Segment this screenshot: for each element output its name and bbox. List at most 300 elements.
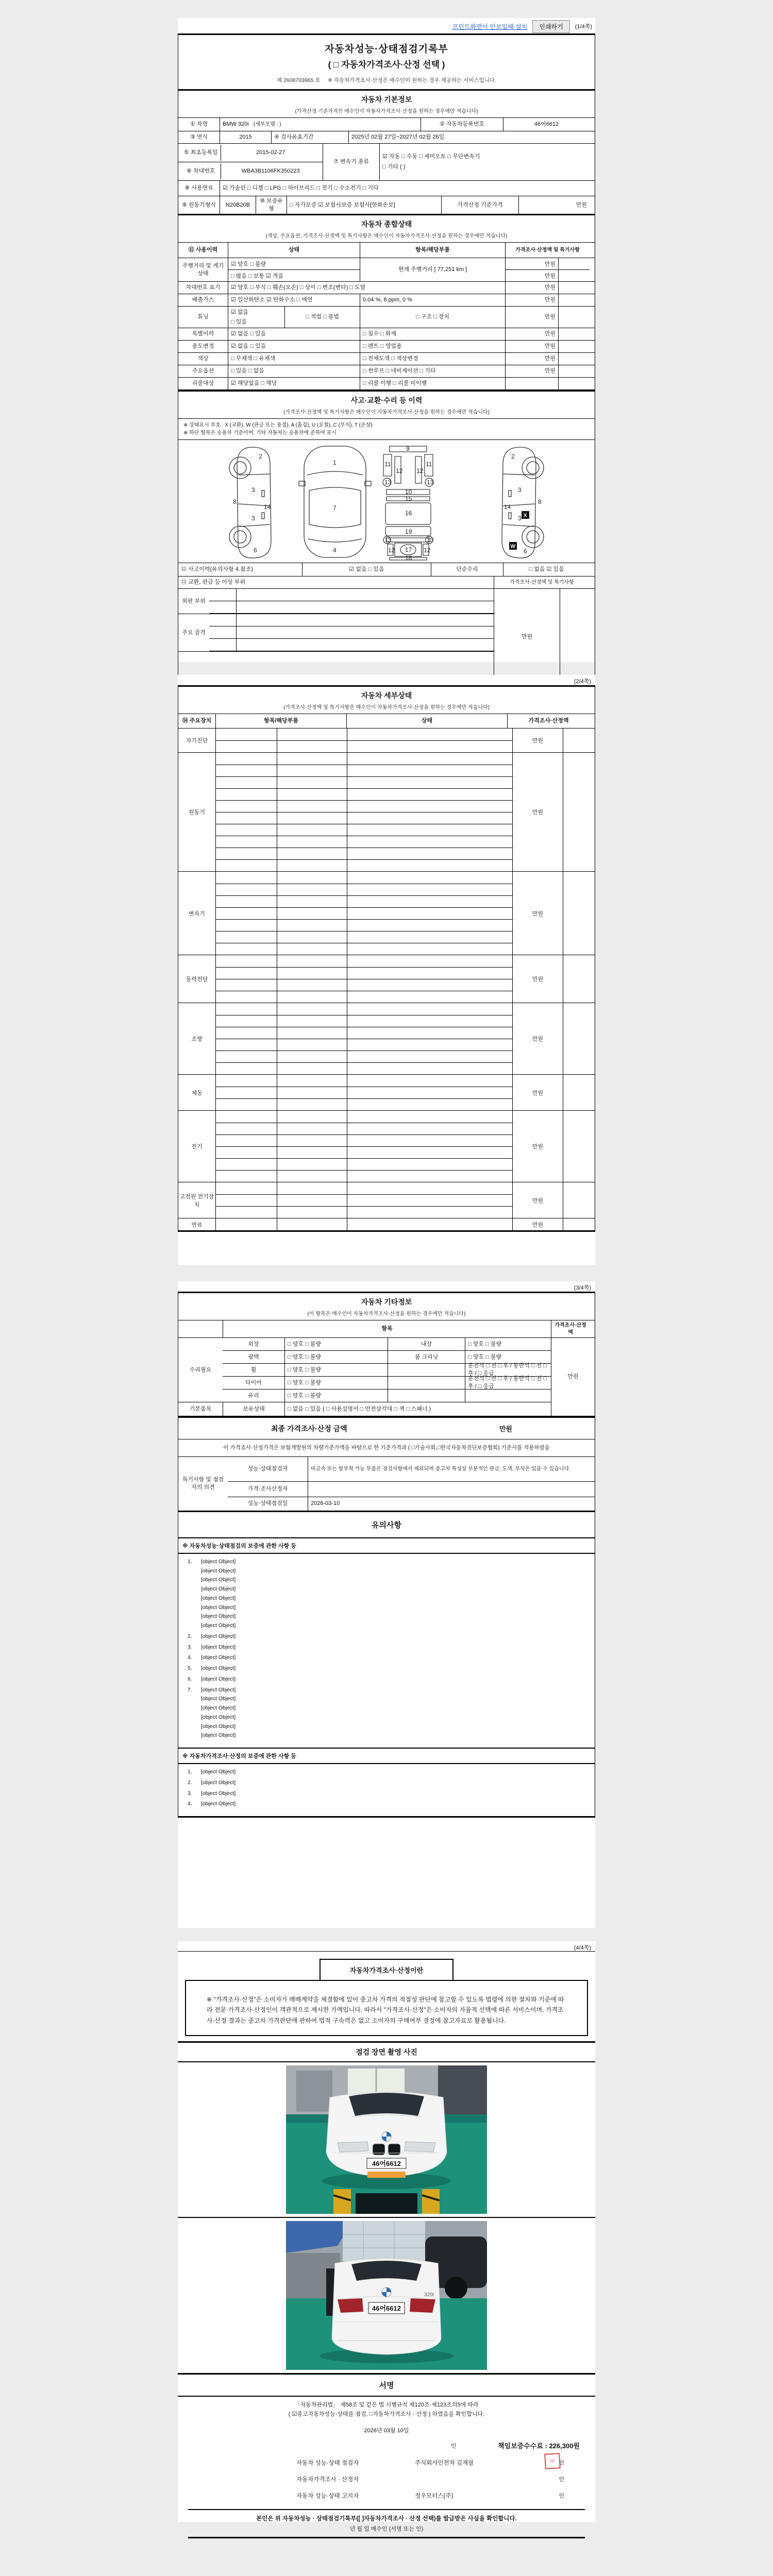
signer-name: 정우모터스(주) [415, 2493, 453, 2500]
detail-item-label [216, 765, 277, 776]
mileage-level: □ 많음 □ 보통 ☑ 적음 [228, 269, 360, 281]
final-price-label: 최종 가격조사·산정 금액 [271, 1424, 347, 1433]
detail-state-options [347, 860, 512, 871]
detail-row [216, 919, 512, 931]
pricing-info-box [185, 1980, 588, 2036]
detail-item-label [216, 848, 277, 859]
signer-row-inspector [188, 2459, 585, 2467]
detail-subitem-label [277, 836, 347, 848]
detail-row [216, 1087, 512, 1098]
price-unit: 만원 [512, 872, 563, 955]
field-label: ② 자동차등록번호 [421, 118, 503, 131]
diagram-number: 12 [396, 467, 403, 474]
col-head: 가격조사·산정액 및 특기사항 [505, 243, 590, 258]
price-unit: 만원 [512, 753, 563, 871]
price-unit: 만원 [505, 282, 558, 294]
print-button[interactable]: 인쇄하기 [532, 20, 569, 33]
car-damage-diagram [178, 440, 595, 563]
vin-state-options: ☑ 양호 □ 부식 □ 훼손(오손) □ 상이 □ 변조(변타) □ 도말 [228, 282, 505, 294]
field-label: ⑦ 변속기 종류 [323, 144, 379, 180]
repair-state: □ 양호 □ 불량 [465, 1351, 551, 1363]
detail-group-name: 조향 [191, 1036, 203, 1042]
detail-group [178, 955, 595, 1003]
detail-group-name: 원동기 [189, 809, 205, 816]
install-print-helper-link[interactable]: 프린트화면이 안보일때 설치 [452, 23, 528, 30]
diagram-number: 3 [251, 486, 255, 494]
detail-row [216, 765, 512, 776]
notice-item [188, 1686, 587, 1741]
detail-state-options [347, 991, 512, 1003]
detail-subitem-label [277, 1123, 347, 1134]
detail-subitem-label [277, 991, 347, 1003]
notice-line: [object Object] [201, 1604, 236, 1611]
notice-line: [object Object] [201, 1769, 236, 1775]
detail-state-options [347, 908, 512, 919]
final-price-unit: 만원 [499, 1425, 512, 1433]
other-title: 자동차 기타정보 [361, 1298, 412, 1306]
detail-subitem-label [277, 920, 347, 931]
notice-line: [object Object] [201, 1705, 236, 1711]
basic-items-label: 기본품목 [189, 1405, 212, 1412]
detail-row [216, 907, 512, 919]
page-4 [178, 1941, 595, 2533]
repair-needed-label: 수리필요 [178, 1338, 223, 1402]
notice-item [188, 1768, 587, 1777]
detail-subitem-label [277, 931, 347, 943]
detail-state-options [347, 741, 512, 752]
detail-row [216, 740, 512, 752]
document-number: 제 2608703965 호 [277, 77, 321, 83]
detail-row [216, 1098, 512, 1110]
detail-item-label [216, 1171, 277, 1182]
rank-row [209, 614, 494, 626]
rank-label [209, 601, 236, 613]
detail-group-name: 고전원 전기장치 [179, 1193, 214, 1208]
detail-subitem-label [277, 1207, 347, 1218]
accident-history-state: ☑ 없음 □ 있음 [302, 563, 431, 576]
detail-subitem-label [277, 1218, 347, 1230]
notice-line: [object Object] [201, 1613, 236, 1620]
diagram-number: 14 [264, 503, 271, 511]
notice-line: [object Object] [201, 1595, 236, 1601]
field-label: ⑨ 원동기형식 [181, 201, 216, 208]
repair-state: □ 양호 □ 불량 [284, 1389, 388, 1402]
detail-subitem-label [277, 1027, 347, 1039]
detail-item-label [216, 812, 277, 824]
repair-item [388, 1377, 465, 1389]
detail-item-label [216, 753, 277, 765]
price-unit: 만원 [512, 955, 563, 1003]
overall-row [178, 341, 595, 353]
price-unit: 만원 [551, 1338, 595, 1416]
detail-subitem-label [277, 753, 347, 765]
current-mileage: 현재 주행거리 [ 77,251 km ] [360, 258, 505, 281]
price-unit: 만원 [512, 1003, 563, 1074]
buyer-confirmation-text: 본인은 위 자동차성능 · 상태점검기록부([ ]자동차가격조사 · 산정 선택)를 발급받은 사실을 확인합니다. [256, 2516, 517, 2522]
page-1 [178, 18, 595, 662]
field-label: ⑤ 최초등록일 [183, 149, 218, 156]
seal-placeholder: 인 [559, 2493, 564, 2500]
detail-state-options [347, 1099, 512, 1110]
notice-line: [object Object] [201, 1577, 236, 1583]
detail-state-options [347, 1147, 512, 1158]
row-label: 배출가스 [192, 297, 214, 303]
detail-row [216, 1206, 512, 1218]
detail-state-options [347, 728, 512, 740]
detail-group-name: 연료 [191, 1222, 203, 1228]
repair-item: 광택 [248, 1353, 259, 1360]
detail-row [216, 728, 512, 740]
overall-header [178, 214, 595, 243]
price-unit: 만원 [505, 365, 558, 377]
diagram-basis-note: ※ 하단 항목은 승용차 기준이며, 기타 자동차는 승용차에 준하여 표시 [183, 430, 337, 436]
detail-item-label [216, 884, 277, 895]
detail-state-options [347, 955, 512, 967]
price-head: 가격조사·산정액 및 특기사항 [494, 577, 590, 588]
repair-item [388, 1389, 465, 1402]
detail-item-label [216, 1111, 277, 1123]
detail-row [216, 1015, 512, 1027]
col-head: 상태 [346, 714, 507, 728]
detail-group [178, 1075, 595, 1111]
item-options: □ 리콜 이행 □ 리콜 미이행 [360, 378, 505, 389]
buyer-signature-line: 년 월 일 매수인 (서명 또는 인) [349, 2526, 424, 2533]
detail-subitem-label [277, 979, 347, 991]
detail-state-options [347, 1207, 512, 1218]
notice-item [188, 1633, 587, 1642]
notice-item-number: 2. [188, 1779, 192, 1786]
detail-subitem-label [277, 896, 347, 907]
detail-item-label [216, 1087, 277, 1098]
notice-line: [object Object] [201, 1675, 236, 1682]
notice-line: [object Object] [201, 1643, 236, 1650]
detail-item-label [216, 801, 277, 812]
row-label: 리콜대상 [192, 380, 214, 387]
repair-row [223, 1338, 551, 1351]
diagram-number: 15 [405, 495, 412, 502]
col-head: 항목/해당부품 [360, 243, 505, 258]
rank-row [209, 626, 494, 639]
state-options: ☑ 없음 □ 있음 [228, 341, 360, 352]
detail-item-label [216, 955, 277, 967]
detail-state-options [347, 1218, 512, 1230]
field-label: ⑧ 사용연료 [184, 185, 213, 192]
detail-state-options [347, 1063, 512, 1074]
detail-row [216, 1075, 512, 1087]
document-subtitle: ( □ 자동차가격조사·산정 선택 ) [328, 60, 445, 70]
detail-item-label [216, 824, 277, 836]
detail-subitem-label [277, 1111, 347, 1123]
detail-subitem-label [277, 968, 347, 979]
field-label: ⑥ 차대번호 [186, 168, 215, 175]
notice-item [188, 1643, 587, 1653]
detail-item-label [216, 1159, 277, 1170]
diagram-number: 12 [424, 547, 431, 554]
rank-row [209, 589, 494, 601]
repair-state: □ 양호 □ 불량 [284, 1377, 388, 1389]
notice-line: [object Object] [201, 1586, 236, 1592]
notice-line: [object Object] [201, 1696, 236, 1702]
signer-row-appraiser [188, 2475, 585, 2483]
detail-state-options [347, 1051, 512, 1062]
diagram-number: 19 [405, 528, 412, 535]
notice-item-number: 1. [188, 1769, 192, 1775]
diagram-number: 6 [254, 547, 257, 554]
row-label: 특별이력 [192, 331, 214, 337]
notice-line: [object Object] [201, 1732, 236, 1739]
detail-subitem-label [277, 1135, 347, 1146]
price-basis-note: 이 가격조사·산정가격은 보험개발원의 차량기준가액을 바탕으로 한 기준가격과 ( □기술사회,□한국자동차진단보증협회) 기준서를 적용하였음 [223, 1445, 550, 1451]
repair-item: 타이어 [245, 1379, 262, 1386]
signer-row-notifier [188, 2492, 585, 2500]
detail-item-label [216, 1015, 277, 1027]
detail-subitem-label [277, 824, 347, 836]
basic-info-title: 자동차 기본정보 [361, 95, 412, 104]
overall-row [178, 365, 595, 378]
registration-number: 46어6612 [503, 118, 590, 131]
detail-state-options [347, 789, 512, 800]
repair-state: 운전석 □ 전 □ 후 / 동반석 □ 전 □ 후 / □ 응급 [465, 1364, 551, 1376]
diagram-number: 17 [405, 546, 412, 553]
car-name: BMW 320i [223, 121, 249, 128]
page-2 [178, 675, 595, 1265]
notice-item [188, 1675, 587, 1685]
simple-repair-state: □ 없음 ☑ 있음 [503, 563, 590, 576]
sign-date: 2026년 03월 10일 [364, 2428, 409, 2434]
detail-state-options [347, 765, 512, 776]
diagram-number: 3 [518, 486, 522, 494]
buyer-confirmation [188, 2509, 585, 2536]
state-options: ☑ 해당없음 □ 해당 [228, 378, 360, 389]
detail-row [216, 1039, 512, 1050]
field-label: ⑩ 보증유형 [256, 196, 287, 214]
notice-item-number: 4. [188, 1654, 192, 1661]
detail-state-options [347, 1039, 512, 1050]
detail-group [178, 753, 595, 872]
diagram-number: 12 [416, 467, 424, 474]
detail-title: 자동차 세부상태 [361, 691, 412, 700]
notice-item-number: 4. [188, 1801, 192, 1807]
detail-item-label [216, 777, 277, 788]
detail-note: (가격조사·산정액 및 특기사항은 매수인이 자동차가격조사·산정을 원하는 경우에만 적습니다) [283, 705, 490, 710]
detail-row [216, 1111, 512, 1123]
sign-statement-line1: 「자동차관리법」 제58조 및 같은 법 시행규칙 제120조·제123조의5에 따라 [294, 2402, 479, 2409]
notice-line: [object Object] [201, 1633, 236, 1639]
detail-item-label [216, 860, 277, 871]
notice-line: [object Object] [201, 1779, 236, 1786]
other-header [178, 1293, 595, 1320]
basic-info-note: (가격산정 기준가격은 매수인이 자동차가격조사·산정을 원하는 경우에만 적습니다) [295, 109, 478, 114]
diagram-number: 10 [405, 488, 412, 496]
detail-item-label [216, 991, 277, 1003]
detail-row [216, 848, 512, 859]
detail-state-options [347, 1027, 512, 1039]
exchange-mark-x [522, 511, 529, 519]
price-unit: 만원 [512, 1075, 563, 1110]
transmission-options: ☑ 자동 □ 수동 □ 세미오토 □ 무단변속기 [382, 154, 480, 160]
basic-items-sub: 보유상태 [223, 1402, 284, 1416]
tuning-exist: □ 있음 [231, 318, 247, 325]
detail-subitem-label [277, 1171, 347, 1182]
item-options: □ 렌트 □ 영업용 [360, 341, 505, 352]
notice-item [188, 1654, 587, 1663]
repair-item: 휠 [250, 1366, 257, 1373]
fuel-options: ☑ 가솔린 □ 디젤 □ LPG □ 하이브리드 □ 전기 □ 수소전기 □ 기타 [220, 181, 590, 196]
notice-section2-head: ※ 자동차가격조사·산정의 보증에 관한 사항 등 [178, 1748, 595, 1764]
repair-item [388, 1364, 465, 1376]
diagram-number: 6 [524, 548, 527, 555]
state-options: □ 무채색 □ 유채색 [228, 353, 360, 365]
detail-group [178, 1003, 595, 1075]
detail-row [216, 1003, 512, 1015]
photo-section-title: 점검 장면 촬영 사진 [178, 2041, 595, 2062]
detail-subitem-label [277, 955, 347, 967]
detail-item-label [216, 728, 277, 740]
price-unit: 만원 [512, 1111, 563, 1182]
detail-group [178, 1218, 595, 1230]
col-head: 항목/해당부품 [215, 714, 346, 728]
detail-row [216, 824, 512, 836]
detail-item-label [216, 1218, 277, 1230]
field-label: ③ 연식 [190, 134, 208, 141]
pricing-info-tab: 자동차가격조사·산정이란 [320, 1959, 453, 1981]
detail-item-label [216, 1075, 277, 1087]
model-year: 2015 [220, 131, 271, 143]
detail-subitem-label [277, 1063, 347, 1074]
simple-repair-label: 단순수리 [431, 563, 503, 576]
price-unit: 만원 [544, 261, 556, 267]
detail-item-label [216, 1195, 277, 1206]
rank-row [209, 601, 494, 614]
signer-label: 자동차 성능·상태 고지자 [296, 2493, 359, 2500]
col-head: 가격조사·산정액 [507, 714, 590, 728]
notice-line: [object Object] [201, 1723, 236, 1730]
repair-state: 운전석 □ 전 □ 후 / 동반석 □ 전 □ 후 / □ 응급 [465, 1377, 551, 1389]
detail-state-options [347, 931, 512, 943]
sign-section-title: 서명 [178, 2373, 595, 2397]
diagram-number: 16 [405, 510, 412, 517]
diagram-number: 7 [333, 504, 337, 512]
detail-item-label [216, 1135, 277, 1146]
page-marker-1: (1/4쪽) [575, 24, 592, 30]
notice-item [188, 1665, 587, 1674]
model-badge: 320i [424, 2292, 434, 2298]
opinion-label: 특기사항 및 점검자의 의견 [182, 1476, 224, 1490]
row-label: 차대번호 표기 [186, 284, 221, 291]
detail-state-options [347, 1075, 512, 1087]
detail-state-options [347, 1111, 512, 1123]
notice-item-number: 6. [188, 1675, 192, 1682]
rank-label [209, 626, 236, 638]
mileage-state: ☑ 양호 □ 불량 [231, 261, 266, 267]
diagram-number: 3 [518, 515, 522, 522]
price-unit: 만원 [505, 341, 558, 352]
row-label: 주행거리 및 계기상태 [182, 262, 224, 277]
red-seal-stamp: 印 [544, 2453, 561, 2470]
repair-item: 내장 [388, 1338, 465, 1350]
detail-item-label [216, 1207, 277, 1218]
inspection-photo-front [286, 2065, 487, 2214]
item-options: □ 전체도색 □ 색상변경 [360, 353, 505, 365]
detail-row [216, 1218, 512, 1230]
detail-row [216, 1134, 512, 1146]
detail-state-options [347, 1003, 512, 1015]
overall-row [178, 328, 595, 341]
detail-state-options [347, 968, 512, 979]
col-head: ⑭ 주요장치 [182, 718, 212, 724]
detail-row [216, 859, 512, 871]
detail-state-options [347, 979, 512, 991]
diagram-number: 12 [388, 547, 395, 554]
repair-state: □ 양호 □ 불량 [284, 1351, 388, 1363]
repair-item: 외장 [248, 1341, 259, 1347]
signer-name: 주식회사인천차 김재필 [415, 2460, 474, 2467]
emission-values: 0.04 %, 8 ppm, 0 % [360, 294, 505, 306]
price-unit [505, 378, 558, 389]
page-marker-3: (3/4쪽) [574, 1285, 591, 1291]
detail-subitem-label [277, 1195, 347, 1206]
basic-items-state: □ 없음 □ 있음 ( □ 사용설명서 □ 안전삼각대 □ 잭 □ 스패너 ) [284, 1402, 551, 1416]
detail-row [216, 967, 512, 979]
detail-group-name: 전기 [191, 1144, 203, 1150]
repair-item: 룸 크리닝 [388, 1351, 465, 1363]
notice-line: [object Object] [201, 1622, 236, 1629]
detail-row [216, 800, 512, 812]
field-label: 가격산정 기준가격 [441, 196, 518, 214]
detail-row [216, 1194, 512, 1206]
detail-state-options [347, 896, 512, 907]
detail-row [216, 788, 512, 800]
detail-row [216, 1062, 512, 1074]
notice-line: [object Object] [201, 1567, 236, 1574]
rank-row [209, 639, 494, 651]
overall-row [178, 353, 595, 365]
notice-line: [object Object] [201, 1790, 236, 1797]
detail-state-options [347, 1123, 512, 1134]
repair-state: □ 양호 □ 불량 [284, 1338, 388, 1350]
diagram-number: 11 [384, 461, 391, 468]
detail-subitem-label [277, 1039, 347, 1050]
page-marker-2: (2/4쪽) [574, 679, 591, 685]
detail-subitem-label [277, 1159, 347, 1170]
detail-group-name: 자기진단 [186, 738, 208, 744]
detail-subitem-label [277, 1015, 347, 1027]
detail-item-label [216, 1063, 277, 1074]
tuning-legal-options: □ 적법 □ 불법 [284, 307, 360, 328]
front-license-plate: 46어6612 [372, 2160, 401, 2168]
detail-row [216, 979, 512, 991]
rear-license-plate: 46어6612 [372, 2304, 401, 2313]
detail-row [216, 1027, 512, 1039]
page-marker-4: (4/4쪽) [574, 1945, 591, 1951]
detail-item-label [216, 1039, 277, 1050]
price-unit: 만원 [505, 328, 558, 340]
warranty-fee: 책임보증수수료 : 226,300원 [497, 2442, 580, 2450]
notice-line: [object Object] [201, 1558, 236, 1565]
col-head: 상태 [228, 243, 360, 258]
warranty-type-options: □ 자가보증 ☑ 보험사보증 보험사[한화손보] [287, 196, 441, 214]
detail-item-label [216, 1099, 277, 1110]
detail-subitem-label [277, 1075, 347, 1087]
detail-item-label [216, 979, 277, 991]
detail-item-label [216, 908, 277, 919]
notice-item [188, 1779, 587, 1788]
appraiser-opinion-text [308, 1482, 595, 1497]
detail-row [216, 1123, 512, 1134]
inspector-opinion-label: 성능·상태점검자 [247, 1465, 288, 1472]
detail-subitem-label [277, 765, 347, 776]
detail-row [216, 1146, 512, 1158]
